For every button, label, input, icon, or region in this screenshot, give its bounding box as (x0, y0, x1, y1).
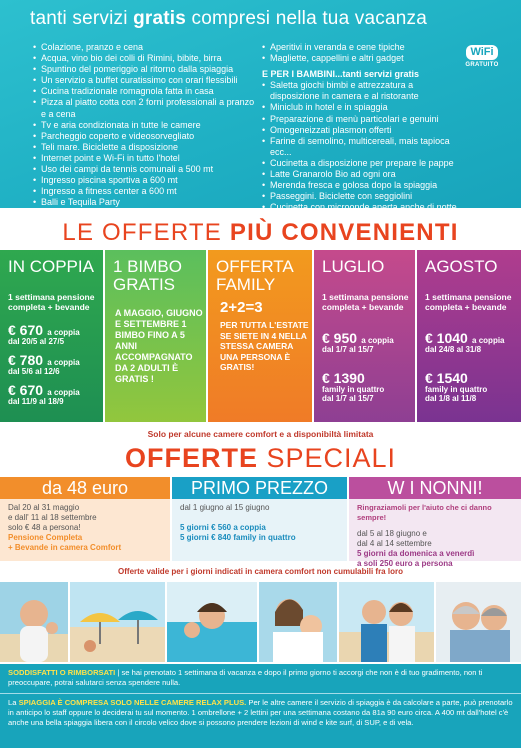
kids-service-item: • Cucinetta a disposizione per prepare le pappe (262, 158, 462, 169)
service-item: • Tv e aria condizionata in tutte le camere (33, 120, 261, 131)
kids-service-item: • Merenda fresca e golosa dopo la spiaggia (262, 180, 462, 191)
photo-couple-beach (339, 582, 434, 662)
kids-service-item: • Omogeneizzati plasmon offerti (262, 125, 462, 136)
validity-note: Offerte valide per i giorni indicati in camera comfort non cumulabili fra loro (118, 567, 403, 576)
kids-services-heading: E PER I BAMBINI...tanti servizi gratis (262, 69, 420, 80)
kids-service-item: • Farine di semolino, multicereali, mais tapioca ecc... (262, 136, 462, 158)
service-item: • Ingresso a fitness center a 600 mt (33, 186, 261, 197)
service-item: • Uso dei campi da tennis comunali a 500 mt (33, 164, 261, 175)
service-item: • Aperitivi in veranda e cene tipiche (262, 42, 462, 53)
service-item: • Balli e Tequila Party (33, 197, 261, 208)
offer-in-coppia: IN COPPIA 1 settimana pensione completa + bevande € 670 a coppia dal 20/5 al 27/5 € 780 a coppia dal 5/6 al 12/6 € 670 a coppia dal 11/9 al 18/9 (0, 250, 103, 422)
photo-strip (0, 582, 521, 662)
services-banner (0, 0, 521, 213)
special-w-i-nonni: W I NONNI! Ringraziamoli per l'aiuto che ci danno sempre! dal 5 al 18 giugno e dal 4 al 14 settembre 5 giorni da domenica a venerdì a soli 250 euro a persona (349, 477, 521, 561)
service-item: • Colazione, pranzo e cena (33, 42, 261, 53)
service-item: • Parcheggio coperto e videosorvegliato (33, 131, 261, 142)
photo-beach-umbrellas (70, 582, 165, 662)
offers-panels (0, 250, 521, 422)
info-footer (0, 664, 521, 748)
services-title: tanti servizi gratis compresi nella tua vacanza (30, 8, 427, 29)
kids-service-item: • Miniclub in hotel e in spiaggia (262, 102, 462, 113)
photo-pool-family (167, 582, 257, 662)
offer-1-bimbo-gratis: 1 BIMBO GRATIS A MAGGIO, GIUGNO E SETTEMBRE 1 BIMBO FINO A 5 ANNI ACCOMPAGNATO DA 2 ADULTI È GRATIS ! (105, 250, 206, 422)
kids-service-item: • Latte Granarolo Bio ad ogni ora (262, 169, 462, 180)
services-list-left (33, 42, 261, 208)
kids-service-item: • Preparazione di menù particolari e genuini (262, 114, 462, 125)
kids-service-item: • Passeggini. Biciclette con seggiolini (262, 191, 462, 202)
wifi-badge: WiFi GRATUITO (465, 46, 499, 68)
special-da-48-euro: da 48 euro Dal 20 al 31 maggio e dall' 11 al 18 settembre solo € 48 a persona! Pensione Completa + Bevande in camera Comfort (0, 477, 170, 561)
offers-heading: LE OFFERTE PIÙ CONVENIENTI (62, 219, 459, 246)
service-item: • Ingresso piscina sportiva a 600 mt (33, 175, 261, 186)
photo-child-thumbs-up (0, 582, 68, 662)
special-primo-prezzo: PRIMO PREZZO dal 1 giugno al 15 giugno 5 giorni € 560 a coppia 5 giorni € 840 family in quattro (172, 477, 347, 561)
kids-service-item: • Saletta giochi bimbi e attrezzatura a disposizione in camera e al ristorante (262, 80, 462, 102)
photo-grandparents (436, 582, 521, 662)
photo-mother-child (259, 582, 337, 662)
kids-service-item: • Cucinetta con microonde aperta anche di notte (262, 202, 462, 213)
offer-family: OFFERTA FAMILY 2+2=3 PER TUTTA L'ESTATE SE SIETE IN 4 NELLA STESSA CAMERA UNA PERSONA È GRATIS! (208, 250, 312, 422)
service-item: • Pizza al piatto cotta con 2 forni professionali a pranzo e a cena (33, 97, 261, 119)
service-item: • Magliette, cappellini e altri gadget (262, 53, 462, 64)
service-item: • Spuntino del pomeriggio al ritorno dalla spiaggia (33, 64, 261, 75)
service-item: • Acqua, vino bio dei colli di Rimini, bibite, birra (33, 53, 261, 64)
wifi-icon: WiFi (466, 45, 497, 60)
service-item: • Un servizio a buffet curatissimo con orari flessibili (33, 75, 261, 86)
special-offers-heading: OFFERTE SPECIALI (124, 443, 397, 473)
service-item: • Teli mare. Biciclette a disposizione (33, 142, 261, 153)
availability-note: Solo per alcune camere comfort e a disponibiltà limitata (147, 429, 374, 439)
beach-text: La SPIAGGIA È COMPRESA SOLO NELLE CAMERE RELAX PLUS. Per le altre camere il servizio di spiaggia è da calcolare a parte, può prenotarlo in anticipo lo staff oppure lo deciderai tu sul momento. 1 ombrellone + 2 lettini per una settimana costano da 81a 90 euro circa. A 400 mt dall'hotel c'è anche una bella spiaggia libera con il circolo velico dove si possono prendere lezioni di wind e kite surf, di SUP, e di vela. (8, 698, 513, 727)
guarantee-text: SODDISFATTI O RIMBORSATI | se hai prenotato 1 settimana di vacanza e dopo il primo giorno ti accorgi che non è di tuo gradimento, non ti preoccupare, potrai salutarci senza spendere nulla. (0, 664, 521, 694)
service-item: • Internet point e Wi-Fi in tutto l'hotel (33, 153, 261, 164)
services-list-right (262, 42, 462, 213)
offer-luglio: LUGLIO 1 settimana pensione completa + bevande € 950 a coppia dal 1/7 al 15/7 € 1390 family in quattro dal 1/7 al 15/7 (314, 250, 415, 422)
offer-agosto: AGOSTO 1 settimana pensione completa + bevande € 1040 a coppia dal 24/8 al 31/8 € 1540 family in quattro dal 1/8 al 11/8 (417, 250, 521, 422)
service-item: • Cucina tradizionale romagnola fatta in casa (33, 86, 261, 97)
